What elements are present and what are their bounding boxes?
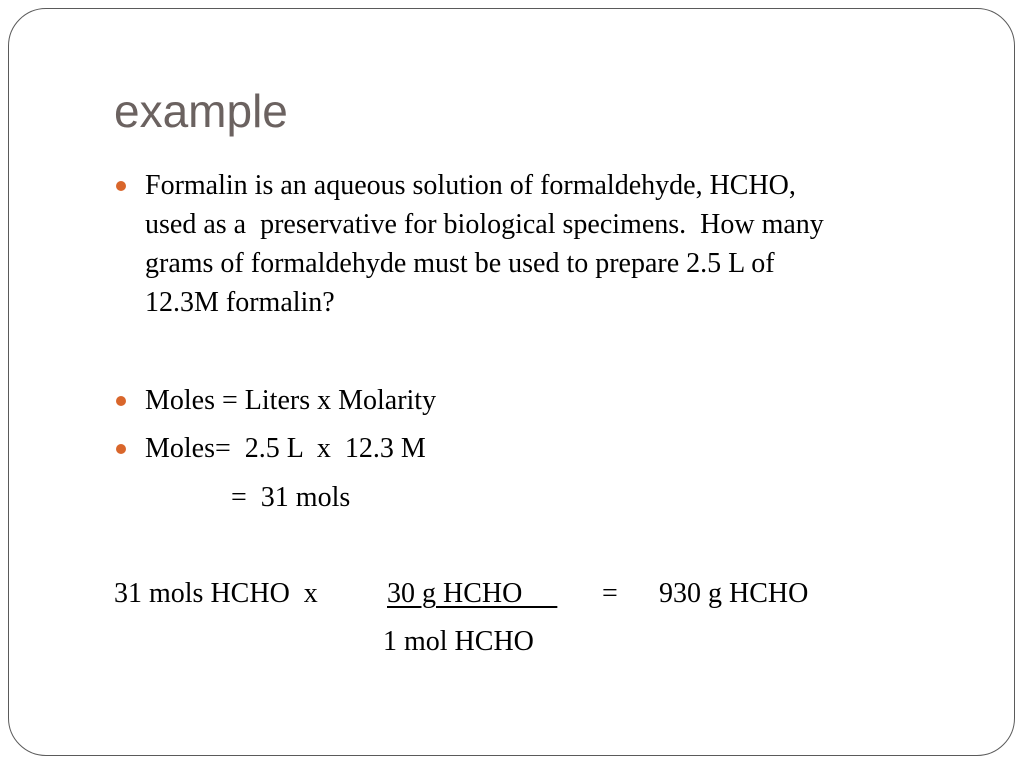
bullet-3-text: [145, 429, 965, 468]
slide-title: example: [114, 85, 288, 137]
calc-equals: =: [602, 578, 618, 609]
bullet-dot-2: [116, 396, 126, 406]
bullet-3-line: Moles= 2.5 L x 12.3 M: [145, 433, 426, 464]
bullet-1-line-3: grams of formaldehyde must be used to prepare 2.5 L of: [145, 248, 775, 279]
bullet-2-line: Moles = Liters x Molarity: [145, 385, 437, 416]
bullet-1-line-4: 12.3M formalin?: [145, 287, 335, 318]
calc-numerator: 30 g HCHO: [387, 578, 558, 609]
moles-result: = 31 mols: [231, 482, 351, 513]
calc-left: 31 mols HCHO x: [114, 578, 318, 609]
bullet-2-text: [145, 381, 965, 420]
bullet-1-text: [145, 166, 965, 322]
bullet-dot-3: [116, 444, 126, 454]
calc-denominator: 1 mol HCHO: [383, 626, 534, 657]
calc-result: 930 g HCHO: [659, 578, 809, 609]
bullet-dot-1: [116, 181, 126, 191]
bullet-1-line-1: Formalin is an aqueous solution of formaldehyde, HCHO,: [145, 170, 796, 201]
bullet-1-line-2: used as a preservative for biological specimens. How many: [145, 209, 824, 240]
